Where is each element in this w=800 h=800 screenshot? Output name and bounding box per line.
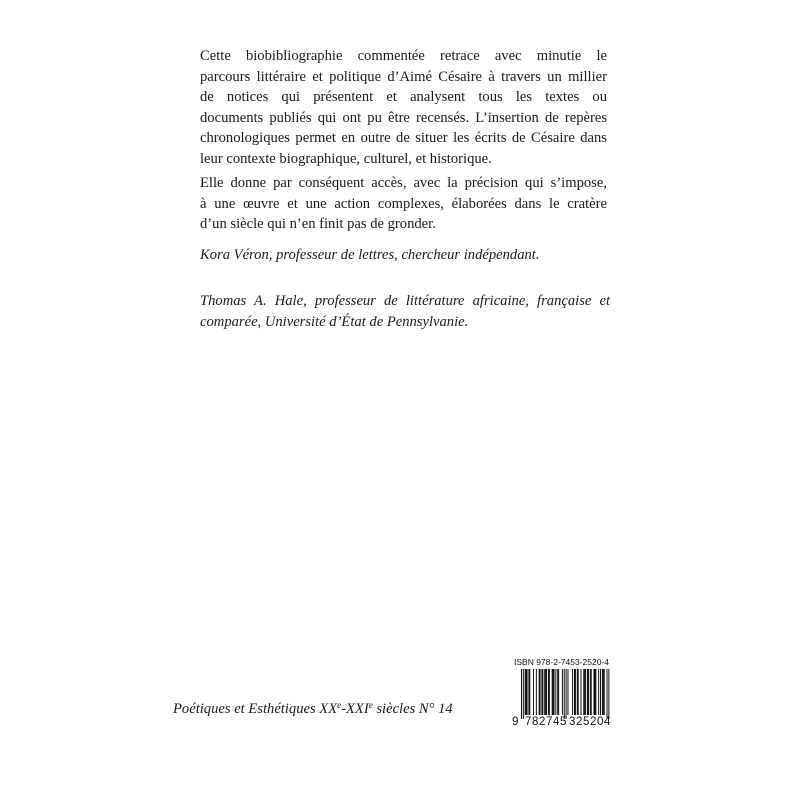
barcode-bar — [587, 669, 588, 715]
barcode-bars — [512, 669, 613, 719]
barcode-bar — [602, 669, 603, 715]
barcode-bar — [533, 669, 534, 715]
barcode-bar — [548, 669, 549, 715]
book-summary — [200, 46, 607, 235]
barcode-bar — [525, 669, 526, 715]
barcode-bar — [553, 669, 554, 715]
barcode-bar — [572, 669, 573, 715]
barcode-bar — [607, 669, 608, 719]
barcode-bar — [568, 669, 569, 715]
barcode-bar — [536, 669, 537, 715]
series-superscript: e — [337, 700, 342, 710]
barcode-digits-right: 325204 — [569, 716, 611, 728]
barcode-bar — [584, 669, 585, 715]
barcode-bar — [566, 669, 567, 719]
summary-line: documents publiés qui ont pu être recensés. L’insertion de repères — [200, 109, 607, 126]
summary-paragraph-2 — [200, 173, 607, 235]
summary-line: d’un siècle qui n’en finit pas de gronder. — [200, 216, 436, 232]
barcode-digit-first: 9 — [512, 716, 519, 728]
barcode-bar — [583, 669, 584, 715]
barcode-bar — [588, 669, 589, 715]
series-superscript: e — [368, 700, 373, 710]
barcode-bar — [581, 669, 582, 715]
barcode-bar — [555, 669, 556, 715]
summary-line: de notices qui présentent et analysent tous les textes ou — [200, 89, 607, 105]
barcode-bar — [562, 669, 563, 715]
barcode-bar — [598, 669, 599, 715]
barcode-bar — [590, 669, 591, 715]
series-suffix: siècles N° 14 — [372, 701, 453, 717]
barcode-bar — [594, 669, 595, 715]
barcode-bar — [604, 669, 605, 715]
attribution-kora-veron: Kora Véron, professeur de lettres, chercheur indépendant. — [200, 247, 540, 263]
series-title — [173, 699, 453, 719]
barcode-bar — [577, 669, 578, 715]
barcode-bar — [552, 669, 553, 715]
attribution-line: Thomas A. Hale, professeur de littérature africaine, française et — [200, 293, 610, 309]
barcode-bar — [541, 669, 542, 715]
barcode-bar — [540, 669, 541, 715]
summary-line: chronologiques permet en outre de situer les écrits de Césaire dans — [200, 130, 607, 146]
barcode-bar — [575, 669, 576, 715]
barcode-bar — [603, 669, 604, 715]
barcode-bar — [539, 669, 540, 715]
barcode-bar — [527, 669, 528, 715]
barcode-bar — [523, 669, 524, 719]
barcode-bar — [529, 669, 530, 715]
barcode-bar — [526, 669, 527, 715]
barcode-bar — [564, 669, 565, 719]
series-middle: -XXI — [341, 701, 369, 717]
summary-line: Cette biobibliographie commentée retrace avec minutie le — [200, 48, 607, 64]
attribution-thomas-hale — [200, 291, 610, 332]
barcode-bar — [545, 669, 546, 715]
summary-line: parcours littéraire et politique d’Aimé Césaire à travers un millier — [200, 68, 607, 85]
barcode-bar — [578, 669, 579, 715]
barcode-bar — [600, 669, 601, 715]
barcode-bar — [544, 669, 545, 715]
barcode-bar — [549, 669, 550, 715]
barcode-bar — [557, 669, 558, 715]
barcode-bar — [608, 669, 609, 719]
barcode-bar — [591, 669, 592, 715]
attribution-line: comparée, Université d’État de Pennsylvanie. — [200, 313, 469, 330]
isbn-barcode — [512, 657, 613, 730]
barcode-bar — [594, 669, 595, 715]
barcode-bar — [554, 669, 555, 715]
barcode-bar — [528, 669, 529, 715]
summary-paragraph-1 — [200, 46, 607, 169]
barcode-bar — [595, 669, 596, 715]
barcode-bar — [546, 669, 547, 715]
barcode-bar — [558, 669, 559, 715]
series-prefix: Poétiques et Esthétiques XX — [173, 701, 338, 717]
isbn-label: ISBN 978-2-7453-2520-4 — [514, 657, 609, 667]
barcode-bar — [574, 669, 575, 715]
barcode-bar — [585, 669, 586, 715]
summary-line: leur contexte biographique, culturel, et historique. — [200, 150, 492, 167]
summary-line: à une œuvre et une action complexes, élaborées dans le cratère — [200, 195, 607, 212]
barcode-bar — [542, 669, 543, 715]
barcode-bar — [521, 669, 522, 719]
summary-line: Elle donne par conséquent accès, avec la précision qui s’impose, — [200, 175, 607, 191]
barcode-digits-left: 782745 — [525, 716, 567, 728]
